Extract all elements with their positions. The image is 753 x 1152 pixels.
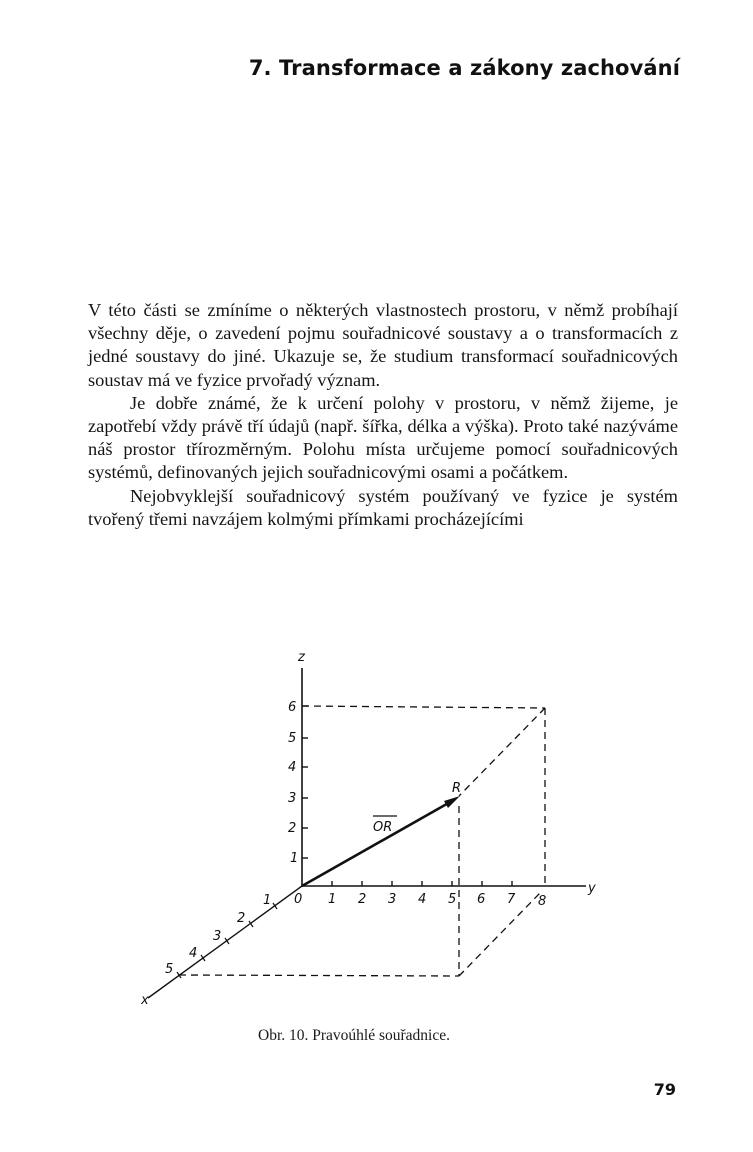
svg-text:4: 4	[189, 946, 198, 961]
svg-text:3: 3	[288, 791, 297, 806]
x-axis	[148, 886, 302, 998]
svg-text:4: 4	[418, 892, 427, 907]
svg-text:6: 6	[477, 892, 486, 907]
y-axis-label: y	[588, 881, 596, 896]
vector-or	[302, 801, 452, 886]
coordinate-diagram	[0, 640, 753, 1020]
svg-text:1: 1	[263, 893, 272, 908]
coordinate-system-figure	[0, 640, 753, 1020]
svg-text:1: 1	[328, 892, 337, 907]
page-number: 79	[653, 1080, 676, 1099]
svg-text:7: 7	[507, 892, 516, 907]
figure-caption: Obr. 10. Pravoúhlé souřadnice.	[258, 1027, 450, 1044]
svg-text:4: 4	[288, 760, 297, 775]
svg-text:2: 2	[288, 821, 297, 836]
svg-text:5: 5	[288, 731, 297, 746]
x-axis-label: x	[141, 993, 149, 1008]
svg-text:6: 6	[288, 700, 297, 715]
point-r-label: R	[452, 781, 462, 796]
arrowhead-icon	[444, 796, 460, 808]
svg-text:5: 5	[165, 962, 174, 977]
paragraph-1: V této části se zmíníme o některých vlastnostech prostoru, v němž probíhají všechny děje, o zavedení pojmu souřadnicové soustavy a o transformacích z jedné soustavy do jiné. Ukazuje se, že studium transformací souřadnicových soustav má ve fyzice prvořadý význam.	[88, 300, 678, 390]
svg-text:1: 1	[290, 851, 299, 866]
vector-or-label: OR	[373, 820, 393, 835]
svg-text:3: 3	[388, 892, 397, 907]
origin-label: 0	[294, 892, 303, 907]
svg-text:8: 8	[538, 894, 547, 909]
svg-text:3: 3	[213, 929, 222, 944]
paragraph-3: Nejobvyklejší souřadnicový systém používaný ve fyzice je systém tvořený třemi navzájem kolmými přímkami procházejícími	[88, 485, 678, 529]
svg-text:2: 2	[237, 911, 246, 926]
chapter-heading: 7. Transformace a zákony zachování	[248, 56, 680, 80]
z-axis-label: z	[298, 650, 305, 665]
svg-text:2: 2	[358, 892, 367, 907]
paragraph-2: Je dobře známé, že k určení polohy v prostoru, v němž žijeme, je zapotřebí vždy právě tří údajů (např. šířka, délka a výška). Proto také nazýváme náš prostor třírozměrným. Polohu místa určujeme pomocí souřadnicových systémů, definovaných jejich souřadnicovými osami a počátkem.	[88, 392, 678, 483]
body-text	[88, 299, 678, 531]
svg-text:5: 5	[448, 892, 457, 907]
